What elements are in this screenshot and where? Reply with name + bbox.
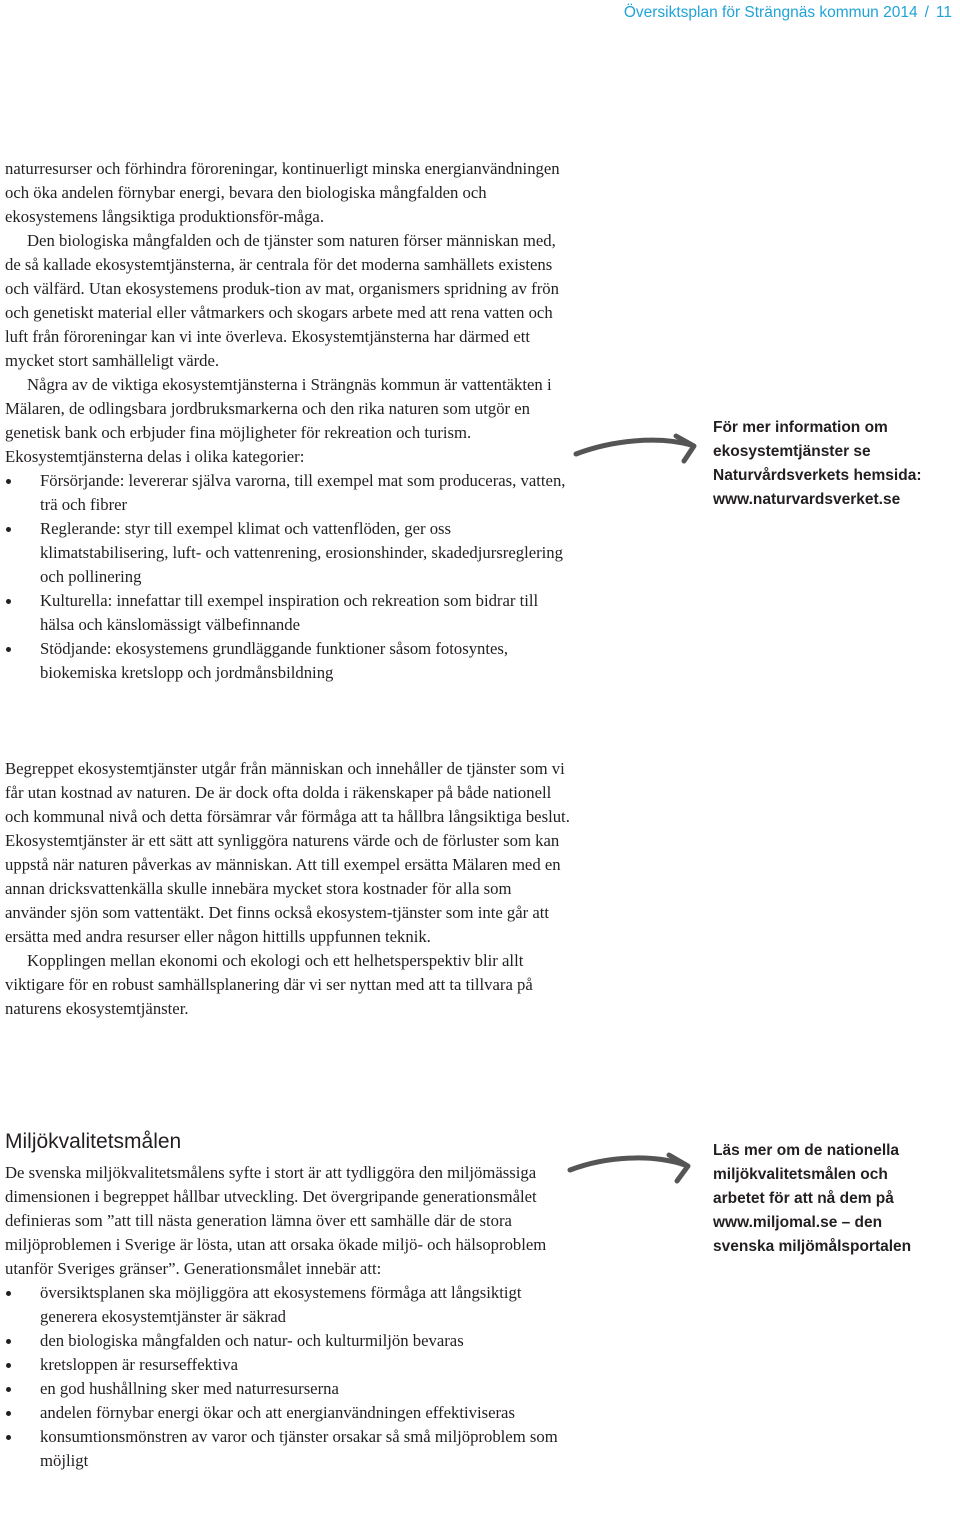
sidenote-link[interactable]: www.miljomal.se – den [713,1214,883,1231]
list-item: kretsloppen är resurseffektiva [5,1353,571,1377]
sidenote-line: miljökvalitetsmålen och [713,1166,888,1183]
sidenote-line: För mer information om [713,419,888,436]
sidenote-environmental-objectives [713,1139,958,1259]
right-arrow-icon [567,1146,699,1186]
list-item: andelen förnybar energi ökar och att energianvändningen effektiviseras [5,1401,571,1425]
section-heading: Miljökvalitetsmålen [5,1130,182,1153]
list-item: Kulturella: innefattar till exempel inspiration och rekreation som bidrar till hälsa och känslomässigt välbefinnande [5,589,571,637]
list-item: den biologiska mångfalden och natur- och kulturmiljön bevaras [5,1329,571,1353]
environmental-objectives-section [5,1161,571,1473]
right-arrow-icon [573,428,705,468]
list-item: konsumtionsmönstren av varor och tjänster orsakar så små miljöproblem som möjligt [5,1425,571,1473]
page-header [624,4,952,22]
sidenote-line: Läs mer om de nationella [713,1142,900,1159]
list-item: en god hushållning sker med naturresurserna [5,1377,571,1401]
sidenote-line: svenska miljömålsportalen [713,1238,912,1255]
body-paragraph: Några av de viktiga ekosystemtjänsterna i Strängnäs kommun är vattentäkten i Mälaren, de odlingsbara jordbruksmarkerna och den rika naturen som utgör en genetisk bank och erbjuder fina möjligheter för rekreation och turism. Ekosystemtjänsterna delas i olika kategorier: [5,375,552,466]
generation-goal-list [5,1281,571,1473]
body-paragraph: Begreppet ekosystemtjänster utgår från människan och innehåller de tjänster som vi får utan kostnad av naturen. De är dock ofta dolda i räkenskaper på både nationell och kommunal nivå och detta försämrar vår förmåga att ta hållbra långsiktiga beslut. Ekosystemtjänster är ett sätt att synliggöra naturens värde och de förluster som kan uppstå när naturen påverkas av människan. Att till exempel ersätta Mälaren med en annan dricksvattenkälla skulle innebära mycket stora kostnader för alla som använder sjön som vattentäkt. Det finns också ekosystem-tjänster som inte går att ersätta med andra resurser eller någon hittills uppfunnen teknik. [5,759,570,946]
sidenote-line: ekosystemtjänster se [713,443,871,460]
sidenote-ecosystem-services [713,416,958,512]
sidenote-line: Naturvårdsverkets hemsida: [713,467,922,484]
page-number: 11 [935,4,952,21]
list-item: Reglerande: styr till exempel klimat och vattenflöden, ger oss klimatstabilisering, luft- och vattenrening, erosionshinder, skadedjursreglering och pollinering [5,517,571,589]
list-item: översiktsplanen ska möjliggöra att ekosystemens förmåga att långsiktigt generera ekosystemtjänster är säkrad [5,1281,571,1329]
sidenote-line: arbetet för att nå dem på [713,1190,894,1207]
body-paragraph: De svenska miljökvalitetsmålens syfte i stort är att tydliggöra den miljömässiga dimensionen i begreppet hållbar utveckling. Det övergripande generationsmålet definieras som ”att till nästa generation lämna över ett samhälle där de stora miljöproblemen i Sverige är lösta, utan att orsaka ökade miljö- och hälsoproblem utanför Sveriges gränser”. Generationsmålet innebär att: [5,1163,547,1278]
list-item: Stödjande: ekosystemens grundläggande funktioner såsom fotosyntes, biokemiska kretslopp och jordmånsbildning [5,637,571,685]
document-title: Översiktsplan för Strängnäs kommun 2014 [623,4,918,21]
ecosystem-value-section [5,757,571,1021]
ecosystem-service-categories-list [5,469,571,685]
list-item: Försörjande: levererar själva varorna, till exempel mat som produceras, vatten, trä och fibrer [5,469,571,517]
sidenote-link[interactable]: www.naturvardsverket.se [713,491,901,508]
body-paragraph: Den biologiska mångfalden och de tjänster som naturen förser människan med, de så kallade ekosystemtjänsterna, är centrala för det moderna samhällets existens och välfärd. Utan ekosystemens produk-tion av mat, organismers spridning av frön och genetiskt material eller våtmarkers och skogars arbete med att rena vatten och luft från föroreningar kan vi inte överleva. Ekosystemtjänsterna har därmed ett mycket stort samhälleligt värde. [5,231,559,370]
header-separator: / [924,4,929,21]
body-paragraph: Kopplingen mellan ekonomi och ekologi och ett helhetsperspektiv blir allt viktigare för en robust samhällsplanering där vi ser nyttan med att ta tillvara på naturens ekosystemtjänster. [5,951,533,1018]
body-paragraph: naturresurser och förhindra föroreningar, kontinuerligt minska energianvändningen och öka andelen förnybar energi, bevara den biologiska mångfalden och ekosystemens långsiktiga produktionsför-måga. [5,159,560,226]
ecosystem-services-section [5,157,571,685]
